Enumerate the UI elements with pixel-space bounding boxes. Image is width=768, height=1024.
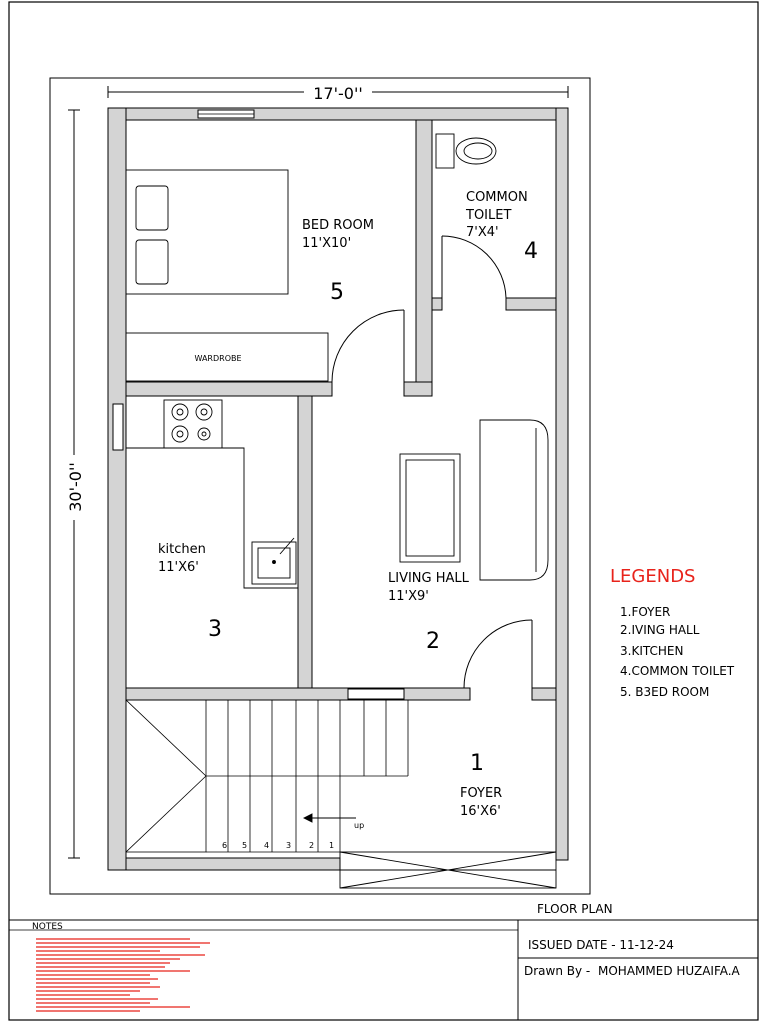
wardrobe-label: WARDROBE (194, 354, 242, 363)
coffee-table (400, 454, 460, 562)
main-door (464, 620, 532, 688)
foyer-name: FOYER (460, 786, 503, 801)
notes-heading: NOTES (32, 922, 63, 932)
drawn-by-name: MOHAMMED HUZAIFA.A (598, 964, 740, 978)
toilet-name-line2: TOILET (466, 208, 512, 223)
width-dimension: 17'-0'' (313, 84, 363, 103)
window-left (113, 404, 123, 450)
bed (126, 170, 288, 294)
foyer-size: 16'X6' (460, 804, 501, 819)
bedroom-name: BED ROOM (302, 218, 374, 233)
stair-up-arrow (304, 814, 356, 822)
foyer-gate (340, 852, 556, 888)
living-name: LIVING HALL (388, 571, 469, 586)
sink-icon (252, 538, 296, 584)
legend-item: 4.COMMON TOILET (620, 664, 735, 678)
window-divider (348, 689, 404, 699)
bedroom-size: 11'X10' (302, 236, 352, 251)
stair-step-number: 5 (242, 841, 248, 850)
issued-date: ISSUED DATE - 11-12-24 (528, 938, 674, 952)
floor-plan-label: FLOOR PLAN (537, 902, 613, 916)
stair-step-number: 3 (286, 841, 292, 850)
bedroom-door (332, 310, 404, 382)
kitchen-number: 3 (208, 617, 222, 642)
kitchen-size: 11'X6' (158, 560, 199, 575)
drawn-by-label: Drawn By - (524, 964, 591, 978)
legend-item: 5. B3ED ROOM (620, 685, 710, 699)
toilet-door (442, 236, 506, 298)
foyer-number: 1 (470, 751, 484, 776)
legend-item: 1.FOYER (620, 605, 671, 619)
legends-title: LEGENDS (610, 566, 696, 587)
toilet-name-line1: COMMON (466, 190, 528, 205)
legend-item: 2.IVING HALL (620, 623, 700, 637)
kitchen-name: kitchen (158, 542, 206, 557)
height-dimension: 30'-0'' (66, 462, 85, 512)
sofa (480, 420, 548, 580)
stair-up-label: up (354, 821, 365, 830)
living-size: 11'X9' (388, 589, 429, 604)
top-dimension (108, 84, 568, 103)
kitchen-counter (126, 400, 298, 588)
stair-step-number: 1 (329, 841, 335, 850)
staircase (126, 700, 408, 852)
toilet-fixture (436, 134, 496, 168)
bedroom-number: 5 (330, 280, 344, 305)
stair-step-number: 4 (264, 841, 270, 850)
living-number: 2 (426, 629, 440, 654)
notes-text (36, 939, 210, 1011)
stair-step-number: 6 (222, 841, 228, 850)
stove-icon (172, 404, 212, 442)
toilet-number: 4 (524, 239, 538, 264)
left-dimension (66, 110, 85, 858)
stair-step-number: 2 (309, 841, 315, 850)
legend-item: 3.KITCHEN (620, 644, 684, 658)
toilet-size: 7'X4' (466, 225, 499, 240)
